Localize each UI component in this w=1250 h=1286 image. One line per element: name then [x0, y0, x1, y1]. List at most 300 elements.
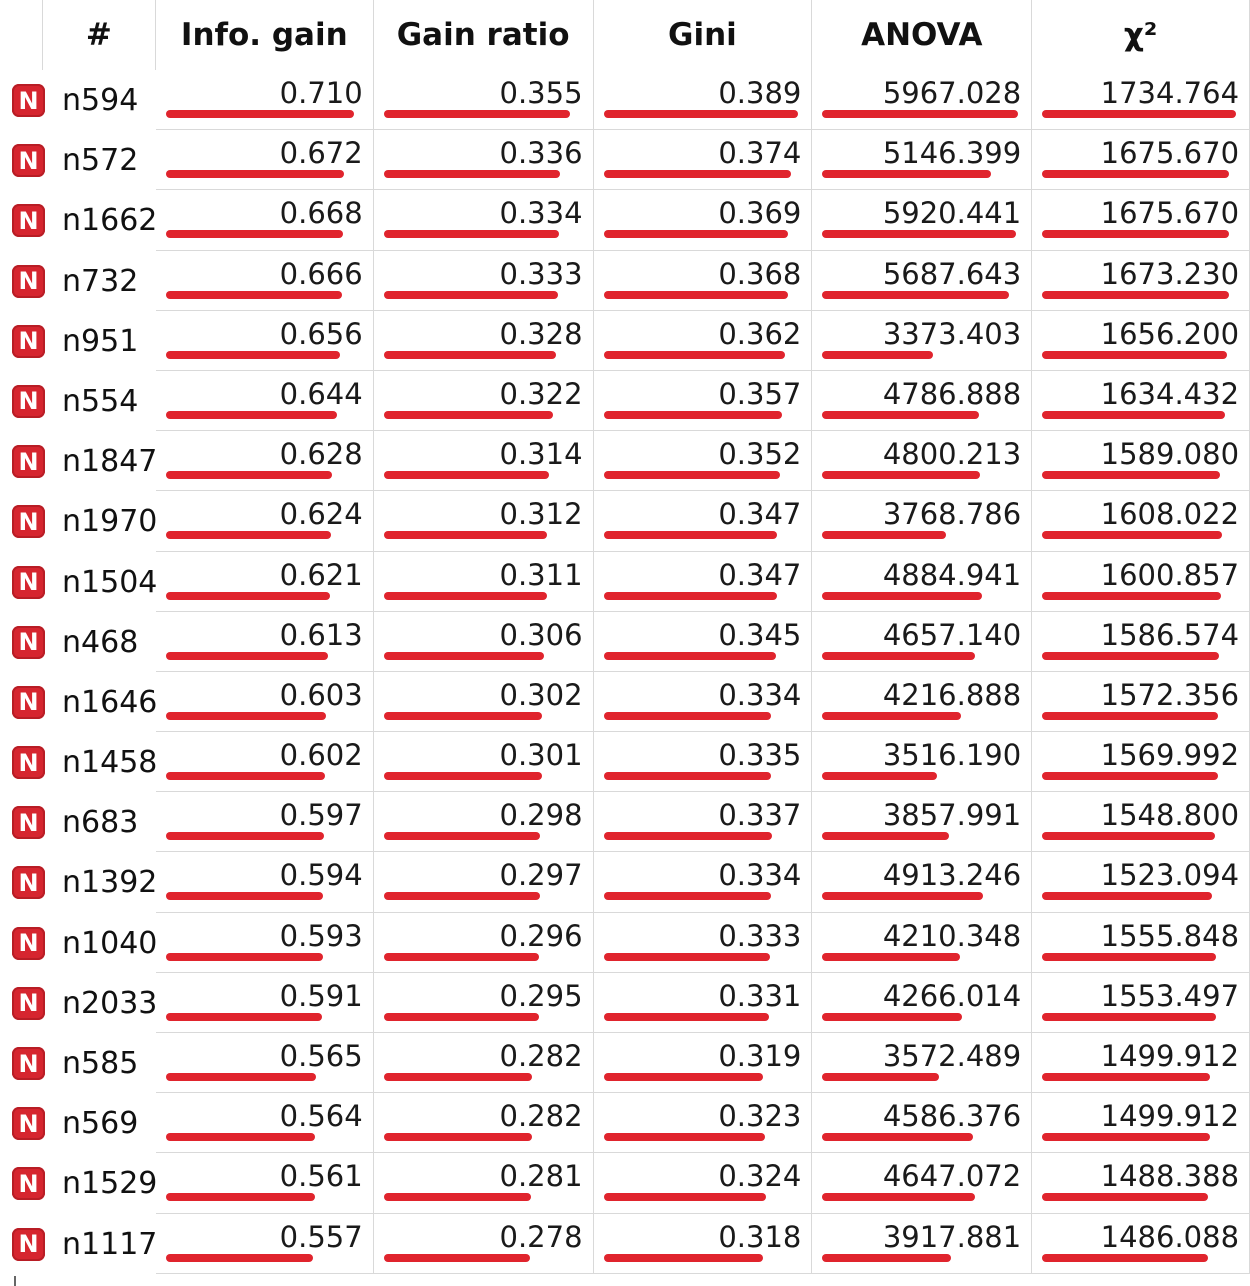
table-row[interactable]: [0, 130, 1249, 190]
attribute-name: n1529: [62, 1166, 158, 1202]
score-bar: [166, 230, 343, 238]
attribute-cell[interactable]: [0, 311, 156, 371]
score-cell-gini: [594, 552, 813, 612]
score-cell-info-gain: [156, 190, 374, 250]
score-bar: [166, 351, 340, 359]
score-bar: [822, 1073, 939, 1081]
table-row[interactable]: [0, 491, 1249, 551]
table-row[interactable]: [0, 973, 1249, 1033]
table-row[interactable]: [0, 732, 1249, 792]
score-value: 0.710: [279, 76, 363, 110]
attribute-cell[interactable]: [0, 1153, 156, 1213]
score-bar: [1042, 1254, 1208, 1262]
score-cell-gini: [594, 1214, 813, 1274]
numeric-attribute-icon: N: [12, 144, 45, 177]
score-value: 0.278: [499, 1219, 583, 1254]
numeric-attribute-icon: N: [12, 626, 45, 659]
score-value: 1608.022: [1100, 497, 1240, 532]
attribute-name: n2033: [62, 985, 158, 1021]
score-bar: [1042, 892, 1212, 900]
attribute-cell[interactable]: [0, 431, 156, 491]
score-bar: [166, 832, 324, 840]
score-value: 0.336: [499, 136, 583, 171]
attribute-cell[interactable]: [0, 672, 156, 732]
score-cell-info-gain: [156, 70, 374, 130]
attribute-cell[interactable]: [0, 552, 156, 612]
score-bar: [166, 1133, 315, 1141]
score-bar: [1042, 411, 1225, 419]
score-bar: [1042, 1013, 1216, 1021]
score-cell-gini: [594, 70, 813, 130]
score-value: 4913.246: [882, 858, 1022, 893]
header-gini[interactable]: Gini: [594, 0, 813, 70]
numeric-attribute-icon: N: [12, 987, 45, 1020]
score-bar: [384, 892, 540, 900]
score-bar: [384, 230, 559, 238]
score-value: 0.624: [279, 497, 363, 532]
score-value: 0.602: [279, 738, 363, 773]
score-cell-anova: [812, 130, 1032, 190]
attribute-name: n468: [62, 624, 139, 660]
table-row[interactable]: [0, 1214, 1249, 1274]
attribute-name: n585: [62, 1046, 139, 1081]
score-value: 5687.643: [882, 256, 1022, 291]
score-cell-chi-squared: [1032, 792, 1249, 852]
score-value: 0.323: [718, 1099, 802, 1134]
score-cell-gini: [594, 1033, 813, 1093]
score-cell-info-gain: [156, 1093, 374, 1153]
score-value: 1589.080: [1100, 437, 1240, 472]
attribute-name: n594: [62, 83, 139, 118]
score-cell-anova: [812, 1153, 1032, 1213]
score-cell-chi-squared: [1032, 371, 1249, 431]
score-value: 0.297: [499, 858, 583, 893]
score-cell-chi-squared: [1032, 190, 1249, 250]
score-bar: [166, 411, 337, 419]
score-cell-info-gain: [156, 913, 374, 973]
score-bar: [822, 1193, 975, 1201]
score-cell-gain-ratio: [374, 973, 594, 1033]
attribute-name: n554: [62, 383, 139, 419]
score-value: 0.672: [279, 136, 363, 171]
score-bar: [604, 652, 776, 660]
score-value: 0.557: [279, 1219, 363, 1254]
score-cell-gain-ratio: [374, 130, 594, 190]
attribute-name: n1970: [62, 504, 158, 540]
attribute-name: n1392: [62, 865, 158, 901]
score-bar: [384, 170, 560, 178]
score-bar: [604, 712, 771, 720]
score-value: 1675.670: [1100, 136, 1240, 171]
score-bar: [604, 291, 788, 299]
score-bar: [1042, 832, 1215, 840]
score-cell-chi-squared: [1032, 1153, 1249, 1213]
score-bar: [1042, 772, 1218, 780]
numeric-attribute-icon: N: [12, 866, 45, 899]
table-row[interactable]: [0, 612, 1249, 672]
score-value: 0.334: [718, 858, 802, 893]
score-value: 3572.489: [882, 1039, 1022, 1073]
score-cell-chi-squared: [1032, 1214, 1249, 1274]
score-value: 4647.072: [882, 1159, 1022, 1194]
score-bar: [384, 832, 540, 840]
numeric-attribute-icon: N: [12, 385, 45, 418]
table-row[interactable]: [0, 913, 1249, 973]
score-value: 1634.432: [1100, 376, 1240, 411]
score-bar: [384, 592, 547, 600]
attribute-cell[interactable]: [0, 732, 156, 792]
score-bar: [604, 953, 770, 961]
score-cell-info-gain: [156, 672, 374, 732]
score-bar: [822, 1254, 951, 1262]
score-value: 3516.190: [882, 738, 1022, 773]
score-value: 0.603: [279, 677, 363, 712]
score-bar: [822, 892, 983, 900]
score-bar: [166, 291, 342, 299]
score-value: 1523.094: [1100, 858, 1240, 893]
score-value: 0.597: [279, 798, 363, 833]
attribute-name: n1662: [62, 203, 158, 239]
score-cell-info-gain: [156, 792, 374, 852]
score-cell-gini: [594, 251, 813, 311]
attribute-name: n1847: [62, 444, 158, 480]
score-value: 0.347: [718, 497, 802, 532]
score-cell-gain-ratio: [374, 913, 594, 973]
numeric-attribute-icon: N: [12, 1228, 45, 1261]
score-bar: [822, 832, 949, 840]
attribute-name: n1646: [62, 684, 158, 720]
score-cell-info-gain: [156, 371, 374, 431]
score-value: 0.306: [499, 617, 583, 652]
score-bar: [604, 832, 772, 840]
score-cell-anova: [812, 371, 1032, 431]
table-header: [0, 0, 1249, 70]
score-bar: [822, 110, 1018, 118]
score-value: 1675.670: [1100, 196, 1240, 231]
score-value: 5920.441: [882, 196, 1022, 231]
score-bar: [1042, 712, 1218, 720]
score-bar: [384, 471, 549, 479]
score-bar: [604, 351, 785, 359]
score-bar: [166, 712, 326, 720]
score-value: 0.564: [279, 1099, 363, 1134]
attribute-cell[interactable]: [0, 1033, 156, 1093]
attribute-name: n1117: [62, 1226, 158, 1262]
score-value: 4210.348: [882, 918, 1022, 953]
score-bar: [384, 1193, 531, 1201]
score-cell-info-gain: [156, 973, 374, 1033]
score-cell-info-gain: [156, 130, 374, 190]
attribute-cell[interactable]: [0, 913, 156, 973]
score-cell-chi-squared: [1032, 852, 1249, 912]
score-bar: [822, 531, 946, 539]
score-bar: [822, 772, 937, 780]
score-cell-gain-ratio: [374, 70, 594, 130]
score-value: 0.312: [499, 497, 583, 532]
attribute-cell[interactable]: [0, 251, 156, 311]
attribute-cell[interactable]: [0, 612, 156, 672]
score-cell-anova: [812, 491, 1032, 551]
score-cell-anova: [812, 852, 1032, 912]
score-bar: [604, 772, 771, 780]
score-bar: [822, 170, 991, 178]
score-value: 0.374: [718, 136, 802, 171]
score-value: 1569.992: [1100, 738, 1240, 773]
attribute-cell[interactable]: [0, 70, 156, 130]
numeric-attribute-icon: N: [12, 84, 45, 117]
score-cell-anova: [812, 251, 1032, 311]
score-value: 0.389: [718, 76, 802, 110]
score-bar: [604, 230, 788, 238]
score-value: 4586.376: [882, 1099, 1022, 1134]
score-cell-chi-squared: [1032, 973, 1249, 1033]
score-value: 1553.497: [1100, 978, 1240, 1013]
score-cell-gini: [594, 491, 813, 551]
score-value: 1488.388: [1100, 1159, 1240, 1194]
score-cell-gini: [594, 732, 813, 792]
numeric-attribute-icon: N: [12, 746, 45, 779]
score-bar: [604, 892, 771, 900]
score-bar: [604, 170, 791, 178]
score-cell-info-gain: [156, 311, 374, 371]
attribute-cell[interactable]: [0, 130, 156, 190]
score-bar: [604, 1193, 766, 1201]
score-cell-info-gain: [156, 431, 374, 491]
header-gain-ratio[interactable]: Gain ratio: [374, 0, 594, 70]
score-value: 1486.088: [1100, 1219, 1240, 1254]
score-value: 0.302: [499, 677, 583, 712]
attribute-cell[interactable]: [0, 852, 156, 912]
score-bar: [384, 652, 544, 660]
score-bar: [384, 291, 558, 299]
numeric-attribute-icon: N: [12, 927, 45, 960]
score-cell-info-gain: [156, 552, 374, 612]
score-value: 0.311: [499, 557, 583, 592]
score-cell-gini: [594, 792, 813, 852]
score-cell-gini: [594, 672, 813, 732]
score-cell-gain-ratio: [374, 1033, 594, 1093]
score-cell-gini: [594, 431, 813, 491]
score-cell-chi-squared: [1032, 612, 1249, 672]
score-cell-chi-squared: [1032, 130, 1249, 190]
score-cell-gain-ratio: [374, 431, 594, 491]
table-row[interactable]: [0, 70, 1249, 130]
score-cell-info-gain: [156, 1153, 374, 1213]
table-row[interactable]: [0, 1153, 1249, 1213]
score-bar: [166, 531, 331, 539]
score-bar: [166, 110, 354, 118]
score-value: 5967.028: [882, 76, 1022, 110]
attribute-name: n569: [62, 1106, 139, 1142]
score-value: 0.314: [499, 437, 583, 472]
numeric-attribute-icon: N: [12, 566, 45, 599]
score-bar: [604, 531, 777, 539]
score-cell-chi-squared: [1032, 552, 1249, 612]
score-bar: [604, 471, 780, 479]
score-bar: [384, 953, 539, 961]
score-value: 4884.941: [882, 557, 1022, 592]
score-bar: [822, 471, 980, 479]
score-cell-anova: [812, 973, 1032, 1033]
attribute-cell[interactable]: [0, 190, 156, 250]
score-cell-gain-ratio: [374, 852, 594, 912]
table-row[interactable]: [0, 1033, 1249, 1093]
attribute-cell[interactable]: [0, 973, 156, 1033]
header-blank-cell: [0, 0, 43, 70]
score-value: 0.368: [718, 256, 802, 291]
score-cell-anova: [812, 1033, 1032, 1093]
score-value: 1734.764: [1100, 76, 1240, 110]
table-row[interactable]: [0, 1093, 1249, 1153]
score-cell-anova: [812, 612, 1032, 672]
score-value: 0.281: [499, 1159, 583, 1194]
score-value: 1499.912: [1100, 1099, 1240, 1134]
score-bar: [384, 1254, 530, 1262]
score-value: 4216.888: [882, 677, 1022, 712]
header-chi-squared[interactable]: χ²: [1123, 17, 1158, 53]
score-value: 0.301: [499, 738, 583, 773]
attribute-cell[interactable]: [0, 792, 156, 852]
table-body: [0, 70, 1249, 1274]
score-value: 0.295: [499, 978, 583, 1013]
score-bar: [604, 1133, 765, 1141]
score-cell-anova: [812, 552, 1032, 612]
score-value: 0.324: [718, 1159, 802, 1194]
score-cell-chi-squared: [1032, 431, 1249, 491]
header-anova[interactable]: ANOVA: [812, 0, 1032, 70]
numeric-attribute-icon: N: [12, 445, 45, 478]
attribute-name: n683: [62, 805, 139, 841]
score-value: 3917.881: [882, 1219, 1022, 1254]
score-value: 1673.230: [1100, 256, 1240, 291]
score-cell-gini: [594, 1093, 813, 1153]
score-value: 1586.574: [1100, 617, 1240, 652]
score-cell-anova: [812, 1093, 1032, 1153]
table-row[interactable]: [0, 190, 1249, 250]
table-row[interactable]: [0, 431, 1249, 491]
score-value: 0.357: [718, 376, 802, 411]
score-bar: [166, 652, 328, 660]
score-cell-anova: [812, 792, 1032, 852]
score-bar: [822, 411, 979, 419]
score-cell-chi-squared: [1032, 251, 1249, 311]
score-cell-gini: [594, 371, 813, 431]
table-row[interactable]: [0, 371, 1249, 431]
score-cell-gain-ratio: [374, 1153, 594, 1213]
attribute-name: n732: [62, 263, 139, 299]
score-bar: [384, 531, 547, 539]
score-bar: [166, 170, 344, 178]
score-cell-info-gain: [156, 1214, 374, 1274]
score-bar: [604, 1013, 769, 1021]
score-value: 0.282: [499, 1099, 583, 1134]
score-value: 4800.213: [882, 437, 1022, 472]
score-value: 0.621: [279, 557, 363, 592]
score-cell-info-gain: [156, 852, 374, 912]
score-cell-chi-squared: [1032, 1093, 1249, 1153]
score-bar: [166, 772, 325, 780]
table-row[interactable]: [0, 672, 1249, 732]
table-row[interactable]: [0, 311, 1249, 371]
table-row[interactable]: [0, 852, 1249, 912]
score-bar: [604, 110, 798, 118]
score-cell-gain-ratio: [374, 552, 594, 612]
score-bar: [166, 471, 332, 479]
attribute-cell[interactable]: [0, 1093, 156, 1153]
score-bar: [822, 1133, 973, 1141]
score-cell-anova: [812, 913, 1032, 973]
score-value: 1548.800: [1100, 798, 1240, 833]
score-bar: [1042, 1073, 1210, 1081]
score-bar: [166, 892, 323, 900]
score-value: 0.593: [279, 918, 363, 953]
score-value: 0.319: [718, 1039, 802, 1073]
score-value: 0.337: [718, 798, 802, 833]
attribute-cell[interactable]: [0, 1214, 156, 1274]
score-bar: [384, 712, 542, 720]
score-cell-gain-ratio: [374, 251, 594, 311]
score-value: 0.331: [718, 978, 802, 1013]
table-row[interactable]: [0, 251, 1249, 311]
score-value: 0.333: [499, 256, 583, 291]
score-cell-chi-squared: [1032, 70, 1249, 130]
score-value: 0.628: [279, 437, 363, 472]
score-value: 4657.140: [882, 617, 1022, 652]
score-value: 0.565: [279, 1039, 363, 1073]
score-bar: [604, 411, 782, 419]
header-index[interactable]: #: [43, 0, 156, 70]
score-bar: [1042, 471, 1220, 479]
score-value: 0.561: [279, 1159, 363, 1194]
attribute-cell[interactable]: [0, 371, 156, 431]
score-bar: [166, 1254, 313, 1262]
score-value: 0.328: [499, 316, 583, 351]
score-bar: [1042, 351, 1227, 359]
score-cell-gini: [594, 190, 813, 250]
score-value: 0.322: [499, 376, 583, 411]
score-bar: [822, 953, 960, 961]
score-cell-gain-ratio: [374, 371, 594, 431]
score-cell-anova: [812, 732, 1032, 792]
score-cell-anova: [812, 190, 1032, 250]
score-cell-anova: [812, 672, 1032, 732]
score-cell-gini: [594, 311, 813, 371]
table-row[interactable]: [0, 552, 1249, 612]
score-value: 1572.356: [1100, 677, 1240, 712]
score-bar: [604, 1254, 763, 1262]
attribute-cell[interactable]: [0, 491, 156, 551]
score-bar: [166, 592, 330, 600]
score-cell-anova: [812, 1214, 1032, 1274]
score-value: 1656.200: [1100, 316, 1240, 351]
score-value: 0.334: [499, 196, 583, 231]
score-value: 0.355: [499, 76, 583, 110]
score-bar: [822, 291, 1009, 299]
score-bar: [384, 1133, 532, 1141]
score-value: 0.591: [279, 978, 363, 1013]
score-value: 1555.848: [1100, 918, 1240, 953]
score-value: 0.594: [279, 858, 363, 893]
score-value: 0.644: [279, 376, 363, 411]
scroll-edge-marker: [14, 1276, 16, 1286]
score-bar: [166, 953, 323, 961]
table-row[interactable]: [0, 792, 1249, 852]
numeric-attribute-icon: N: [12, 806, 45, 839]
score-cell-gain-ratio: [374, 732, 594, 792]
score-bar: [1042, 1193, 1208, 1201]
score-cell-gain-ratio: [374, 612, 594, 672]
header-info-gain[interactable]: Info. gain: [156, 0, 374, 70]
